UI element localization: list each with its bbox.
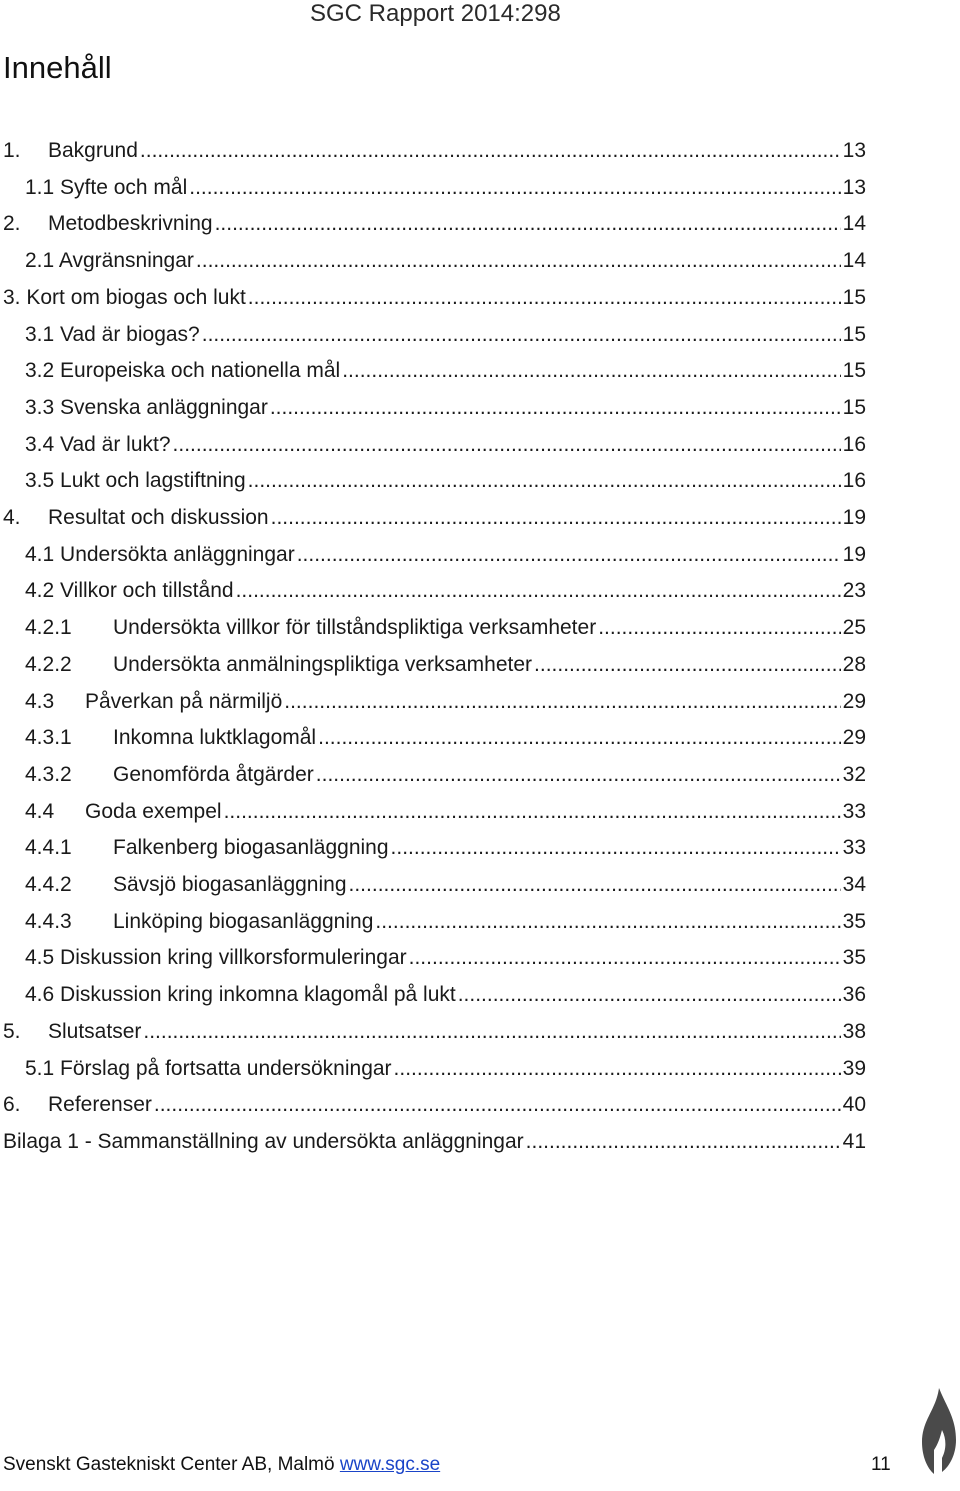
toc-entry[interactable] <box>0 757 866 793</box>
toc-entry-title: 4.5 Diskussion kring villkorsformuleringar <box>25 946 407 969</box>
toc-entry-title: 2.1 Avgränsningar <box>25 249 194 272</box>
toc-entry-page: 15 <box>842 359 866 382</box>
toc-entry-page: 36 <box>842 983 866 1006</box>
toc-entry[interactable] <box>0 573 866 609</box>
toc-entry-number: 4.4.3 <box>25 910 72 933</box>
toc-entry[interactable] <box>0 206 866 242</box>
page-title: Innehåll <box>3 50 112 85</box>
toc-entry-title: Inkomna luktklagomål <box>113 726 317 749</box>
toc-entry[interactable] <box>0 243 866 279</box>
toc-entry-page: 16 <box>842 469 866 492</box>
toc-entry[interactable] <box>0 1014 866 1050</box>
toc-entry-number: 6. <box>3 1093 21 1116</box>
flame-logo-icon <box>920 1388 958 1478</box>
toc-entry-page: 13 <box>842 139 866 162</box>
toc-entry-page: 41 <box>842 1130 866 1153</box>
toc-dot-leader <box>458 977 841 1013</box>
toc-dot-leader <box>409 940 841 976</box>
toc-entry[interactable] <box>0 537 866 573</box>
page-footer <box>3 1452 890 1478</box>
toc-entry-number: 1. <box>3 139 21 162</box>
toc-entry-number: 2. <box>3 212 21 235</box>
toc-dot-leader <box>375 904 840 940</box>
toc-entry-title: 1.1 Syfte och mål <box>25 176 188 199</box>
toc-entry-page: 34 <box>842 873 866 896</box>
toc-entry-page: 23 <box>842 579 866 602</box>
toc-entry-title: Goda exempel <box>85 800 222 823</box>
toc-dot-leader <box>534 647 841 683</box>
toc-entry-page: 29 <box>842 726 866 749</box>
toc-entry[interactable] <box>0 940 866 976</box>
toc-entry-title: 3.3 Svenska anläggningar <box>25 396 268 419</box>
toc-entry-page: 39 <box>842 1057 866 1080</box>
toc-entry-title: 3.5 Lukt och lagstiftning <box>25 469 246 492</box>
toc-entry[interactable] <box>0 647 866 683</box>
toc-entry-page: 15 <box>842 286 866 309</box>
toc-entry-number: 4.4 <box>25 800 55 823</box>
toc-entry[interactable] <box>0 904 866 940</box>
toc-entry[interactable] <box>0 1124 866 1160</box>
toc-entry-page: 35 <box>842 946 866 969</box>
toc-dot-leader <box>391 830 841 866</box>
toc-entry-title: 5.1 Förslag på fortsatta undersökningar <box>25 1057 392 1080</box>
toc-entry[interactable] <box>0 720 866 756</box>
toc-entry[interactable] <box>0 317 866 353</box>
toc-entry-page: 33 <box>842 836 866 859</box>
toc-dot-leader <box>154 1087 841 1123</box>
toc-entry-title: 3.1 Vad är biogas? <box>25 323 200 346</box>
toc-entry-page: 15 <box>842 323 866 346</box>
toc-entry-page: 28 <box>842 653 866 676</box>
toc-entry-number: 4.2.2 <box>25 653 72 676</box>
toc-entry-title: Metodbeskrivning <box>48 212 213 235</box>
toc-entry-number: 4.3 <box>25 690 55 713</box>
toc-entry-title: Referenser <box>48 1093 152 1116</box>
toc-entry-number: 4. <box>3 506 21 529</box>
toc-entry-title: Bilaga 1 - Sammanställning av undersökta anläggningar <box>3 1130 524 1153</box>
toc-entry-number: 4.3.1 <box>25 726 72 749</box>
toc-entry[interactable] <box>0 684 866 720</box>
footer-website-link[interactable]: www.sgc.se <box>339 1454 441 1475</box>
toc-entry-number: 5. <box>3 1020 21 1043</box>
toc-dot-leader <box>189 170 840 206</box>
toc-dot-leader <box>143 1014 840 1050</box>
toc-entry-title: 4.1 Undersökta anläggningar <box>25 543 295 566</box>
toc-entry-page: 33 <box>842 800 866 823</box>
toc-entry-page: 14 <box>842 212 866 235</box>
toc-entry-page: 32 <box>842 763 866 786</box>
toc-dot-leader <box>224 794 841 830</box>
toc-dot-leader <box>202 317 841 353</box>
toc-entry[interactable] <box>0 794 866 830</box>
toc-entry-page: 40 <box>842 1093 866 1116</box>
report-id: SGC Rapport 2014:298 <box>310 0 561 27</box>
toc-entry[interactable] <box>0 867 866 903</box>
toc-entry-title: Undersökta villkor för tillståndspliktiga verksamheter <box>113 616 597 639</box>
toc-entry-page: 14 <box>842 249 866 272</box>
toc-entry-number: 4.4.2 <box>25 873 72 896</box>
toc-entry-title: 4.2 Villkor och tillstånd <box>25 579 234 602</box>
toc-entry-page: 16 <box>842 433 866 456</box>
toc-entry-title: Resultat och diskussion <box>48 506 269 529</box>
toc-entry[interactable] <box>0 133 866 169</box>
toc-entry[interactable] <box>0 280 866 316</box>
toc-entry-title: Linköping biogasanläggning <box>113 910 374 933</box>
toc-entry-title: Undersökta anmälningspliktiga verksamheter <box>113 653 533 676</box>
toc-entry[interactable] <box>0 390 866 426</box>
toc-entry-page: 19 <box>842 506 866 529</box>
toc-dot-leader <box>318 720 841 756</box>
toc-entry-title: Falkenberg biogasanläggning <box>113 836 389 859</box>
toc-dot-leader <box>236 573 841 609</box>
toc-entry-number: 4.2.1 <box>25 616 72 639</box>
toc-entry-title: 3.2 Europeiska och nationella mål <box>25 359 341 382</box>
toc-entry-page: 25 <box>842 616 866 639</box>
toc-entry-page: 29 <box>842 690 866 713</box>
toc-entry-page: 13 <box>842 176 866 199</box>
toc-entry-title: 3. Kort om biogas och lukt <box>3 286 246 309</box>
toc-entry[interactable] <box>0 610 866 646</box>
toc-dot-leader <box>349 867 841 903</box>
toc-entry-title: Påverkan på närmiljö <box>85 690 283 713</box>
toc-dot-leader <box>342 353 840 389</box>
toc-entry[interactable] <box>0 170 866 206</box>
toc-entry-title: Bakgrund <box>48 139 138 162</box>
toc-entry-title: Sävsjö biogasanläggning <box>113 873 347 896</box>
toc-entry[interactable] <box>0 977 866 1013</box>
toc-entry-title: Slutsatser <box>48 1020 142 1043</box>
toc-dot-leader <box>173 427 841 463</box>
toc-entry[interactable] <box>0 1051 866 1087</box>
toc-entry[interactable] <box>0 830 866 866</box>
footer-page-number: 11 <box>871 1454 891 1475</box>
toc-dot-leader <box>284 684 840 720</box>
toc-entry-number: 4.4.1 <box>25 836 72 859</box>
toc-dot-leader <box>526 1124 841 1160</box>
toc-dot-leader <box>270 390 841 426</box>
toc-dot-leader <box>598 610 840 646</box>
toc-dot-leader <box>297 537 841 573</box>
toc-dot-leader <box>394 1051 841 1087</box>
toc-dot-leader <box>248 463 841 499</box>
toc-entry[interactable] <box>0 463 866 499</box>
toc-dot-leader <box>196 243 841 279</box>
toc-dot-leader <box>215 206 841 242</box>
toc-entry-page: 38 <box>842 1020 866 1043</box>
toc-entry[interactable] <box>0 500 866 536</box>
toc-dot-leader <box>316 757 841 793</box>
report-header <box>310 0 561 28</box>
toc-entry[interactable] <box>0 353 866 389</box>
toc-entry[interactable] <box>0 427 866 463</box>
toc-dot-leader <box>248 280 841 316</box>
footer-org: Svenskt Gastekniskt Center AB, Malmö <box>3 1454 335 1475</box>
toc-entry-title: Genomförda åtgärder <box>113 763 314 786</box>
toc-dot-leader <box>140 133 841 169</box>
toc-entry[interactable] <box>0 1087 866 1123</box>
toc-dot-leader <box>271 500 841 536</box>
toc-entry-page: 19 <box>842 543 866 566</box>
toc-entry-title: 3.4 Vad är lukt? <box>25 433 171 456</box>
toc-entry-page: 35 <box>842 910 866 933</box>
toc-entry-title: 4.6 Diskussion kring inkomna klagomål på lukt <box>25 983 456 1006</box>
toc-entry-page: 15 <box>842 396 866 419</box>
toc-entry-number: 4.3.2 <box>25 763 72 786</box>
